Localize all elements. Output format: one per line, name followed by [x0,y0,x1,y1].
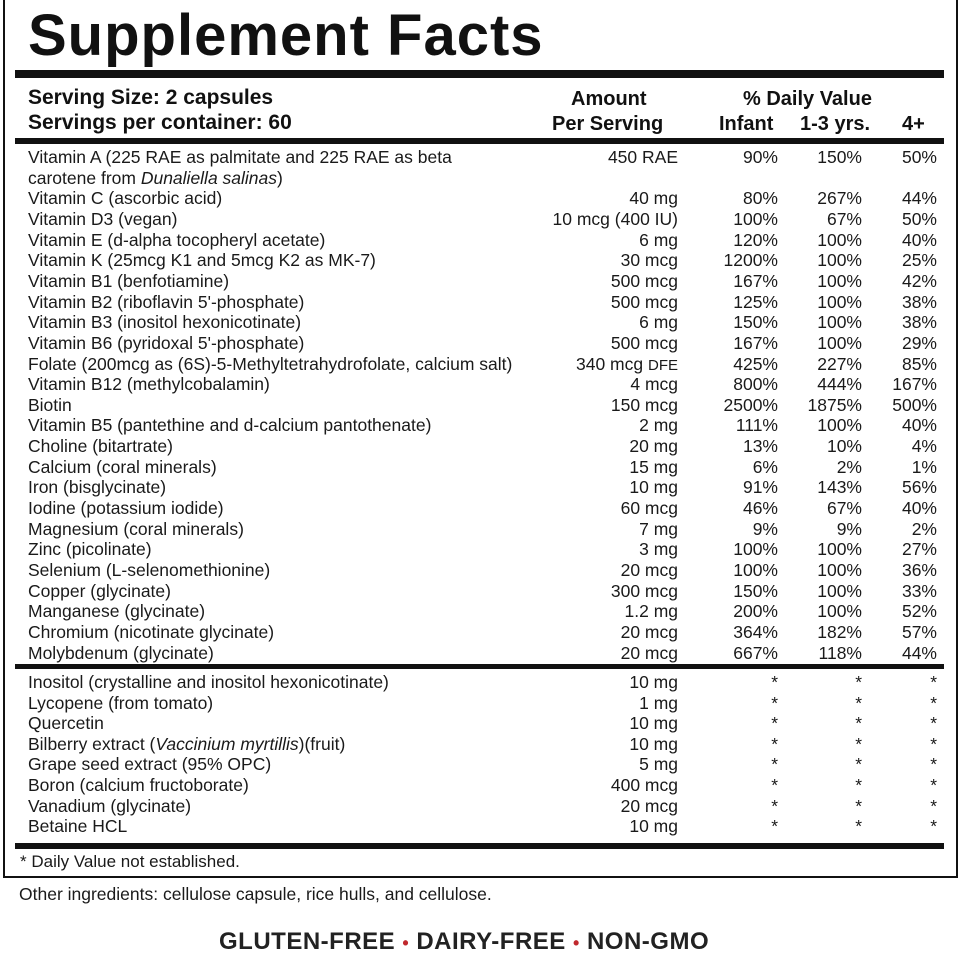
dv-adult: 50% [901,147,937,167]
nutrient-name: Chromium (nicotinate glycinate) [28,621,275,642]
nutrient-name: Manganese (glycinate) [28,601,206,622]
other-ingredients: Other ingredients: cellulose capsule, rice hulls, and cellulose. [19,884,492,904]
dv-toddler: 100% [817,601,862,622]
amount-per-serving [611,271,678,291]
dv-toddler: 9% [836,518,862,539]
dv-adult: 38% [901,312,937,333]
dv-adult: 167% [892,374,937,395]
amount-per-serving [621,622,678,642]
amount-value: 1 mg [639,692,678,713]
nutrient-name: Zinc (picolinate) [28,539,152,560]
nutrient-name: Choline (bitartrate) [28,436,173,457]
dv-adult: 38% [901,291,937,312]
dv-toddler: * [855,754,862,775]
dv-adult: 25% [901,250,937,271]
amount-value: 2 mg [639,415,678,436]
dv-adult: 52% [901,601,937,622]
nutrient-name: Vitamin B1 (benfotiamine) [28,270,230,291]
dv-toddler: 100% [817,415,862,436]
dv-adult: 33% [901,580,937,601]
dv-adult: 50% [901,208,937,229]
amount-header: Amount [571,88,647,110]
amount-value: 3 mg [639,539,678,560]
amount-per-serving [629,734,678,754]
toddler-header: 1-3 yrs. [800,113,871,135]
bullet-dot: • [572,933,580,953]
amount-unit: DFE [648,356,678,374]
amount-per-serving [639,519,678,539]
amount-per-serving [629,713,678,733]
nutrient-name: Vitamin E (d-alpha tocopheryl acetate) [28,229,326,250]
dv-toddler: 10% [826,436,862,457]
amount-value: 500 mcg [610,270,678,291]
nutrient-name: Vitamin K (25mcg K1 and 5mcg K2 as MK-7) [28,250,376,271]
dv-toddler: * [855,795,862,816]
top-thick-rule [15,70,944,78]
dv-infant: 120% [733,229,778,250]
dv-adult: 4% [911,436,937,457]
nutrient-name: Vitamin C (ascorbic acid) [28,188,223,209]
amount-value: 20 mcg [620,621,678,642]
dv-infant: * [771,672,778,692]
amount-value: 10 mg [629,713,678,734]
dv-adult: 2% [911,518,937,539]
amount-value: 10 mg [629,672,678,692]
dietary-badges [219,928,709,956]
nutrient-name: Iron (bisglycinate) [28,477,167,498]
dv-toddler: * [855,713,862,734]
dv-infant: * [771,816,778,837]
amount-value: 7 mg [639,518,678,539]
nutrient-name: Vanadium (glycinate) [28,795,192,816]
per-serving-header: Per Serving [552,113,664,135]
dv-infant: * [771,733,778,754]
dv-infant: * [771,692,778,713]
dv-infant: 200% [733,601,778,622]
amount-per-serving [553,209,678,229]
dv-toddler: * [855,816,862,837]
nutrient-name: Vitamin B2 (riboflavin 5'-phosphate) [28,291,305,312]
header-rule [15,138,944,144]
servings-per-container: Servings per container: 60 [28,111,292,134]
nutrient-name: Vitamin B3 (inositol hexonicotinate) [28,312,302,333]
nutrient-name: Vitamin B5 (pantethine and d-calcium pantothenate) [28,415,432,436]
dv-infant: 150% [733,312,778,333]
amount-value: 300 mcg [610,580,678,601]
dv-toddler: 100% [817,560,862,580]
section-divider-rule [15,664,944,669]
amount-value: 450 RAE [607,147,678,167]
bullet-dot: • [402,933,410,953]
nutrient-name: Selenium (L-selenomethionine) [28,560,271,580]
dv-toddler: 100% [817,229,862,250]
dv-toddler: * [855,672,862,692]
amount-per-serving [639,754,678,774]
nutrient-name: Boron (calcium fructoborate) [28,775,249,795]
amount-per-serving [625,601,679,621]
panel-title: Supplement Facts [28,3,544,68]
amount-per-serving [621,796,678,816]
dv-infant: 425% [733,353,778,374]
name-part: Bilberry extract ( [28,733,156,754]
amount-value: 10 mg [629,733,678,754]
amount-value: 10 mcg (400 IU) [552,208,678,229]
dv-toddler: 118% [818,642,862,663]
amount-value: 6 mg [639,312,678,333]
dv-adult: 29% [901,332,937,353]
dv-infant: 9% [752,518,778,539]
adult-header: 4+ [902,113,925,135]
amount-value: 15 mg [629,456,678,477]
daily-value-footnote: * Daily Value not established. [20,852,240,871]
amount-per-serving [621,250,678,270]
dv-adult: * [930,733,937,754]
dv-toddler: 67% [826,498,862,519]
dv-toddler: 100% [817,291,862,312]
badge-non-gmo: NON-GMO [586,928,710,955]
bottom-thick-rule [15,843,944,849]
dv-toddler: 227% [817,353,862,374]
amount-value: 500 mcg [610,291,678,312]
dv-toddler: 67% [826,208,862,229]
name-italic-part: Vaccinium myrtillis [155,733,299,754]
dv-infant: 364% [733,621,778,642]
dv-infant: 100% [733,539,778,560]
dv-toddler: 444% [817,374,862,395]
badge-gluten-free: GLUTEN-FREE [219,928,396,955]
dv-toddler: * [855,733,862,754]
dv-adult: 36% [901,560,937,580]
amount-per-serving [639,230,678,250]
amount-per-serving [630,374,678,394]
dv-infant: 6% [752,456,778,477]
dv-adult: 56% [901,477,937,498]
dv-toddler: 143% [817,477,862,498]
dv-infant: 13% [742,436,778,457]
dv-toddler: 1875% [807,394,862,415]
nutrient-name: Vitamin B12 (methylcobalamin) [28,374,270,395]
dv-infant: 167% [733,332,778,353]
amount-per-serving [611,395,678,415]
amount-per-serving [639,693,678,713]
nutrient-name: Inositol (crystalline and inositol hexonicotinate) [28,672,389,692]
amount-value: 10 mg [629,816,678,837]
dv-toddler: 182% [817,621,862,642]
amount-value: 20 mcg [620,795,678,816]
dv-toddler: 267% [817,188,862,209]
dv-toddler: 2% [836,456,862,477]
serving-size: Serving Size: 2 capsules [28,86,274,109]
amount-value: 60 mcg [620,498,678,519]
dv-adult: * [930,795,937,816]
dv-adult: 85% [901,353,937,374]
nutrient-name: Biotin [28,394,72,415]
nutrient-name: Quercetin [28,713,104,734]
name-part: ) [277,167,283,188]
dv-adult: 40% [901,498,937,519]
amount-value: 5 mg [639,754,678,775]
amount-value: 150 mcg [610,394,678,415]
dv-infant: 46% [742,498,778,519]
dv-toddler: 100% [817,270,862,291]
dv-toddler: 100% [817,332,862,353]
dv-toddler: 150% [817,147,862,167]
dv-toddler: * [855,692,862,713]
dv-infant: 125% [733,291,778,312]
daily-value-header: % Daily Value [743,88,872,110]
amount-value: 4 mcg [630,374,678,395]
amount-per-serving [611,292,678,312]
dv-infant: * [771,713,778,734]
dv-infant: 90% [742,147,778,167]
dv-adult: 1% [911,456,937,477]
dv-infant: 150% [733,580,778,601]
nutrient-name: Vitamin D3 (vegan) [28,208,178,229]
dv-adult: 40% [901,415,937,436]
name-italic-part: Dunaliella salinas [140,167,278,188]
amount-per-serving [639,539,678,559]
dv-adult: * [930,713,937,734]
amount-value: 6 mg [639,229,678,250]
dv-infant: * [771,754,778,775]
dv-adult: 40% [901,229,937,250]
dv-infant: 1200% [723,250,778,271]
dv-infant: 91% [742,477,778,498]
amount-per-serving [621,498,678,518]
dv-toddler: 100% [817,312,862,333]
amount-value: 340 mcg [576,353,644,374]
nutrient-name: Copper (glycinate) [28,580,171,601]
amount-per-serving [611,775,678,795]
dv-infant: 167% [733,270,778,291]
dv-infant: * [771,795,778,816]
dv-adult: * [930,672,937,692]
dv-infant: 2500% [723,394,778,415]
amount-per-serving [639,312,678,332]
infant-header: Infant [719,113,774,135]
amount-value: 400 mcg [610,775,678,795]
dv-toddler: 100% [817,580,862,601]
amount-per-serving [629,477,678,497]
dv-toddler: 100% [817,539,862,560]
amount-per-serving [639,415,678,435]
nutrient-name: Folate (200mcg as (6S)-5-Methyltetrahydrofolate, calcium salt) [28,353,513,374]
amount-per-serving [629,188,678,208]
dv-toddler: 100% [817,250,862,271]
amount-per-serving [629,457,678,477]
dv-toddler: * [855,775,862,795]
amount-per-serving [576,354,678,376]
amount-per-serving [629,672,678,692]
dv-adult: * [930,816,937,837]
dv-infant: 667% [733,642,778,663]
nutrient-name-line2 [28,168,283,188]
nutrient-name: Grape seed extract (95% OPC) [28,754,272,775]
dv-infant: * [771,775,778,795]
amount-per-serving [608,147,678,167]
dv-adult: 44% [901,642,937,663]
amount-per-serving [629,816,678,836]
amount-value: 40 mg [629,188,678,209]
amount-value: 30 mcg [620,250,678,271]
amount-value: 20 mg [629,436,678,457]
dv-adult: * [930,775,937,795]
amount-per-serving [621,560,678,580]
nutrient-name: Vitamin B6 (pyridoxal 5'-phosphate) [28,332,305,353]
badge-dairy-free: DAIRY-FREE [416,928,566,955]
nutrient-name: Molybdenum (glycinate) [28,642,214,663]
dv-infant: 111% [735,415,778,436]
dv-infant: 800% [733,374,778,395]
amount-value: 10 mg [629,477,678,498]
dv-adult: 44% [901,188,937,209]
nutrient-name: Magnesium (coral minerals) [28,518,244,539]
nutrient-name: Lycopene (from tomato) [28,692,214,713]
dv-infant: 100% [733,208,778,229]
amount-value: 500 mcg [610,332,678,353]
amount-value: 20 mcg [620,560,678,580]
dv-infant: 80% [742,188,778,209]
dv-adult: * [930,754,937,775]
nutrient-name: Betaine HCL [28,816,128,837]
amount-value: 20 mcg [620,642,678,663]
dv-adult: * [930,692,937,713]
nutrient-name: Iodine (potassium iodide) [28,498,224,519]
name-part: carotene from [28,167,141,188]
dv-adult: 57% [901,621,937,642]
amount-per-serving [611,581,678,601]
amount-per-serving [629,436,678,456]
nutrient-name [28,734,345,754]
dv-adult: 27% [901,539,937,560]
nutrient-name: Vitamin A (225 RAE as palmitate and 225 RAE as beta [28,147,452,167]
nutrient-name: Calcium (coral minerals) [28,456,217,477]
dv-infant: 100% [733,560,778,580]
amount-per-serving [621,643,678,663]
amount-value: 1.2 mg [624,601,678,622]
dv-adult: 42% [901,270,937,291]
amount-per-serving [611,333,678,353]
name-part: )(fruit) [298,733,346,754]
dv-adult: 500% [892,394,937,415]
